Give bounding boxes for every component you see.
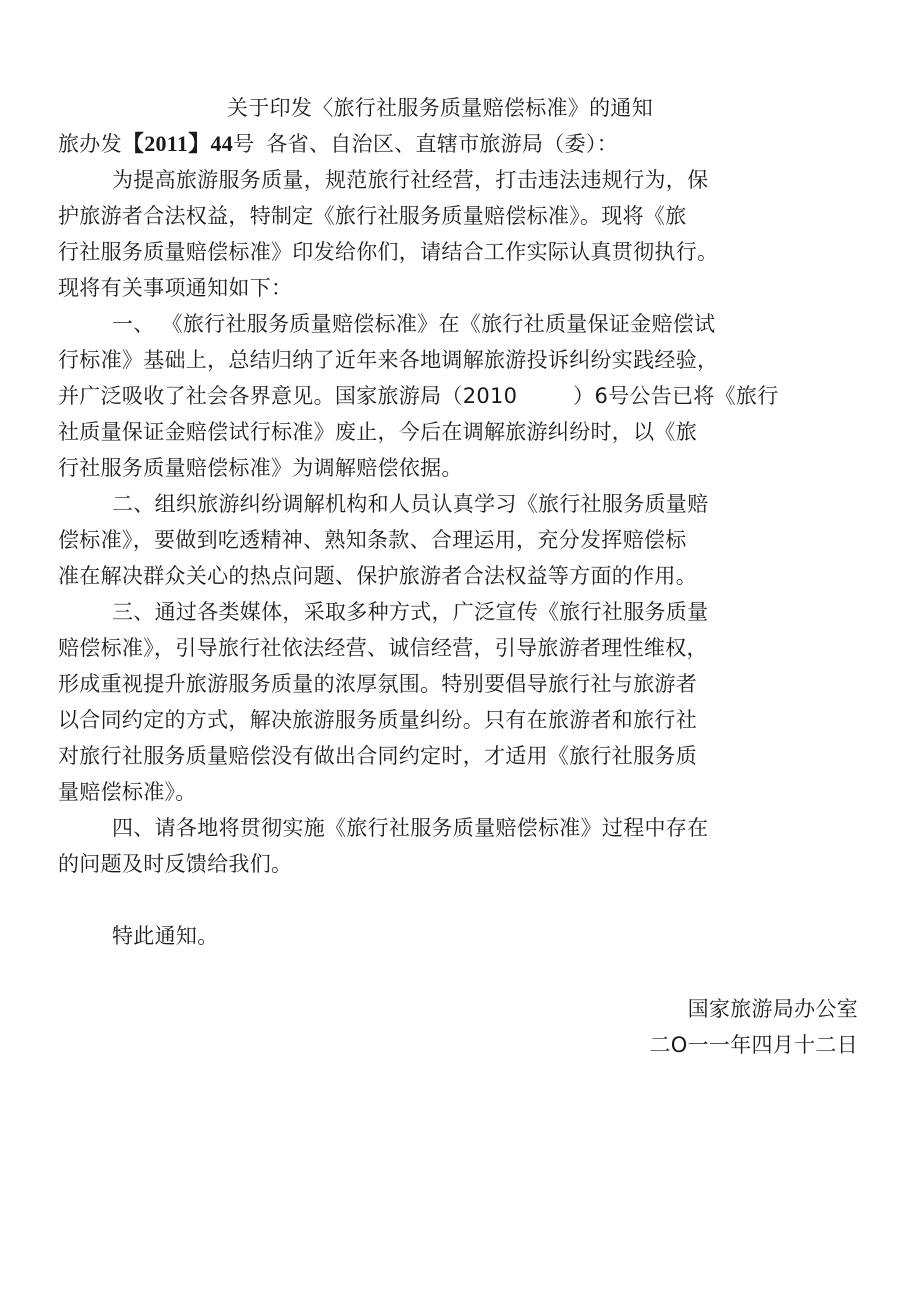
recipients: 各省、自治区、直辖市旅游局（委）： [266, 132, 619, 156]
body-line: 护旅游者合法权益，特制定《旅行社服务质量赔偿标准》。现将《旅 [58, 204, 687, 228]
signature-date: 二O一一年四月十二日 [649, 1033, 858, 1057]
signature-office: 国家旅游局办公室 [687, 997, 858, 1021]
body-line: 行标准》基础上，总结归纳了近年来各地调解旅游投诉纠纷实践经验， [58, 348, 719, 372]
body-line: 四、请各地将贯彻实施《旅行社服务质量赔偿标准》过程中存在 [112, 816, 709, 840]
body-line: 偿标准》，要做到吃透精神、熟知条款、合理运用，充分发挥赔偿标 [58, 528, 687, 552]
body-line: 行社服务质量赔偿标准》为调解赔偿依据。 [58, 456, 463, 480]
document-number-line [58, 129, 618, 159]
body-line: 三、通过各类媒体，采取多种方式，广泛宣传《旅行社服务质量 [112, 600, 709, 624]
body-line: 现将有关事项通知如下： [58, 276, 293, 300]
document-suffix: 号 [233, 132, 255, 156]
body-line: 并广泛吸收了社会各界意见。国家旅游局（2010 ）6号公告已将《旅行 [58, 384, 779, 408]
body-line: 准在解决群众关心的热点问题、保护旅游者合法权益等方面的作用。 [58, 564, 697, 588]
body-line: 形成重视提升旅游服务质量的浓厚氛围。特别要倡导旅行社与旅游者 [58, 672, 697, 696]
body-line: 对旅行社服务质量赔偿没有做出合同约定时，才适用《旅行社服务质 [58, 744, 697, 768]
body-line: 的问题及时反馈给我们。 [58, 852, 293, 876]
notice-title: 关于印发〈旅行社服务质量赔偿标准》的通知 [227, 96, 653, 120]
body-line: 社质量保证金赔偿试行标准》废止，今后在调解旅游纠纷时，以《旅 [58, 420, 697, 444]
document-prefix: 旅办发 [58, 132, 122, 156]
body-line: 二、组织旅游纠纷调解机构和人员认真学习《旅行社服务质量赔 [112, 492, 709, 516]
body-line: 一、 《旅行社服务质量赔偿标准》在《旅行社质量保证金赔偿试 [112, 312, 716, 336]
document-year-number: 【2011】44 [121, 131, 234, 156]
closing-text: 特此通知。 [112, 924, 219, 948]
body-line: 行社服务质量赔偿标准》印发给你们，请结合工作实际认真贯彻执行。 [58, 240, 719, 264]
body-line: 量赔偿标准》。 [58, 780, 197, 804]
body-line: 以合同约定的方式，解决旅游服务质量纠纷。只有在旅游者和旅行社 [58, 708, 697, 732]
body-line: 为提高旅游服务质量，规范旅行社经营，打击违法违规行为，保 [112, 168, 709, 192]
body-line: 赔偿标准》，引导旅行社依法经营、诚信经营，引导旅游者理性维权， [58, 636, 708, 660]
